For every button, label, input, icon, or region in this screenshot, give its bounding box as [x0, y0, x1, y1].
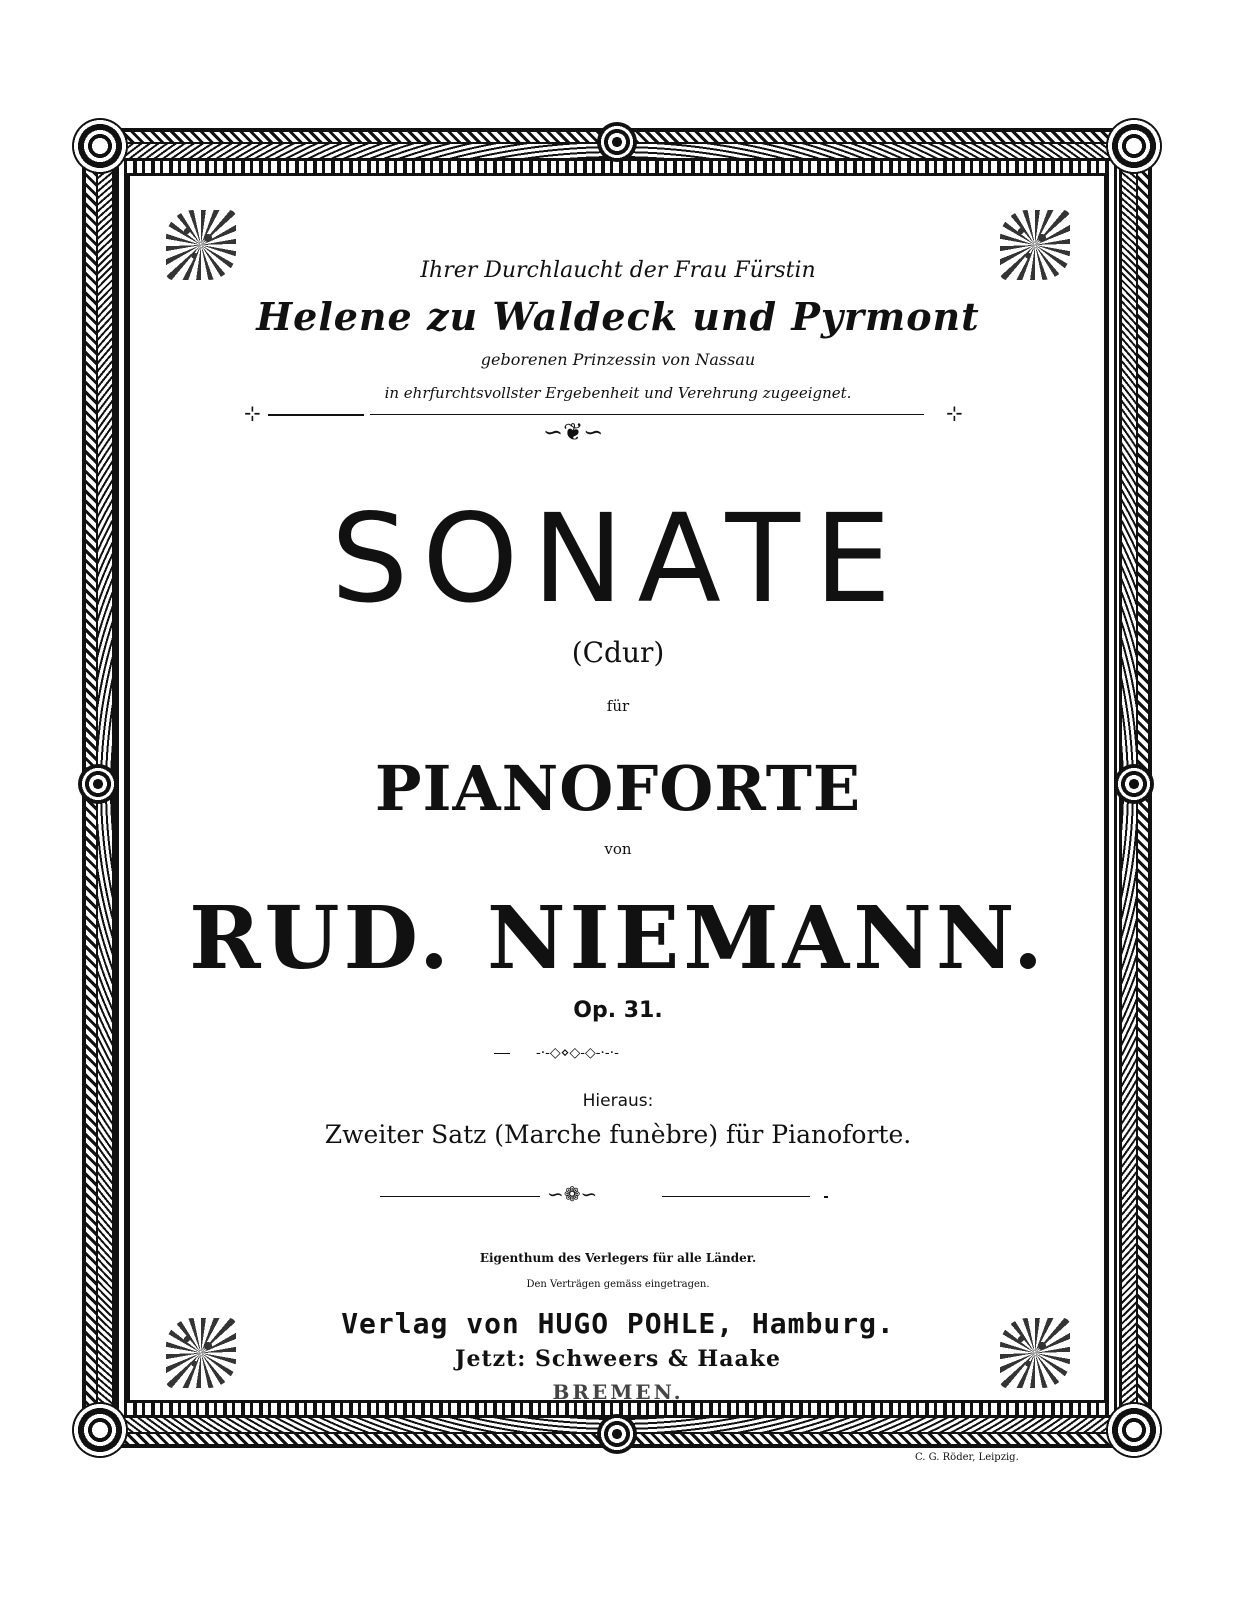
property-notice: Eigenthum des Verlegers für alle Länder. [479, 1251, 757, 1265]
extract-item: Zweiter Satz (Marche funèbre) für Pianoforte. [324, 1120, 912, 1149]
divider-rule [824, 1196, 828, 1198]
small-ornament-icon: -·-◇⋄◇-◇-·-·- [536, 1045, 619, 1061]
instrument: PIANOFORTE [374, 752, 862, 825]
divider-rule [370, 414, 924, 415]
divider-end-icon: ⊹ [946, 401, 963, 425]
work-title: SONATE [330, 488, 906, 630]
publisher-city: BREMEN. [552, 1380, 684, 1404]
divider-rule [380, 1196, 540, 1197]
dedication-line-3: geborenen Prinzessin von Nassau [480, 350, 756, 369]
divider-rule [268, 414, 364, 416]
fuer-label: für [606, 697, 630, 715]
dedication-name: Helene zu Waldeck und Pyrmont [256, 294, 980, 339]
composer-name: RUD. NIEMANN. [189, 888, 1047, 989]
divider-rule [662, 1196, 810, 1197]
key-signature: (Cdur) [571, 636, 665, 669]
publisher-line: Verlag von HUGO POHLE, Hamburg. [341, 1307, 895, 1340]
von-label: von [604, 840, 632, 858]
dedication-line-4: in ehrfurchtsvollster Ergebenheit und Verehrung zugeeignet. [384, 384, 852, 402]
registration-notice: Den Verträgen gemäss eingetragen. [526, 1279, 710, 1290]
printer-credit: C. G. Röder, Leipzig. [915, 1452, 1019, 1463]
extract-label: Hieraus: [582, 1091, 654, 1111]
scroll-ornament-icon: ∽❦∽ [543, 418, 604, 446]
successor-publisher: Jetzt: Schweers & Haake [455, 1346, 781, 1372]
dedication-line-1: Ihrer Durchlaucht der Frau Fürstin [420, 258, 816, 283]
opus-number: Op. 31. [573, 998, 663, 1023]
divider-rule [494, 1053, 510, 1054]
rosette-ornament-icon: ∽❁∽ [547, 1182, 598, 1206]
divider-end-icon: ⊹ [244, 401, 261, 425]
